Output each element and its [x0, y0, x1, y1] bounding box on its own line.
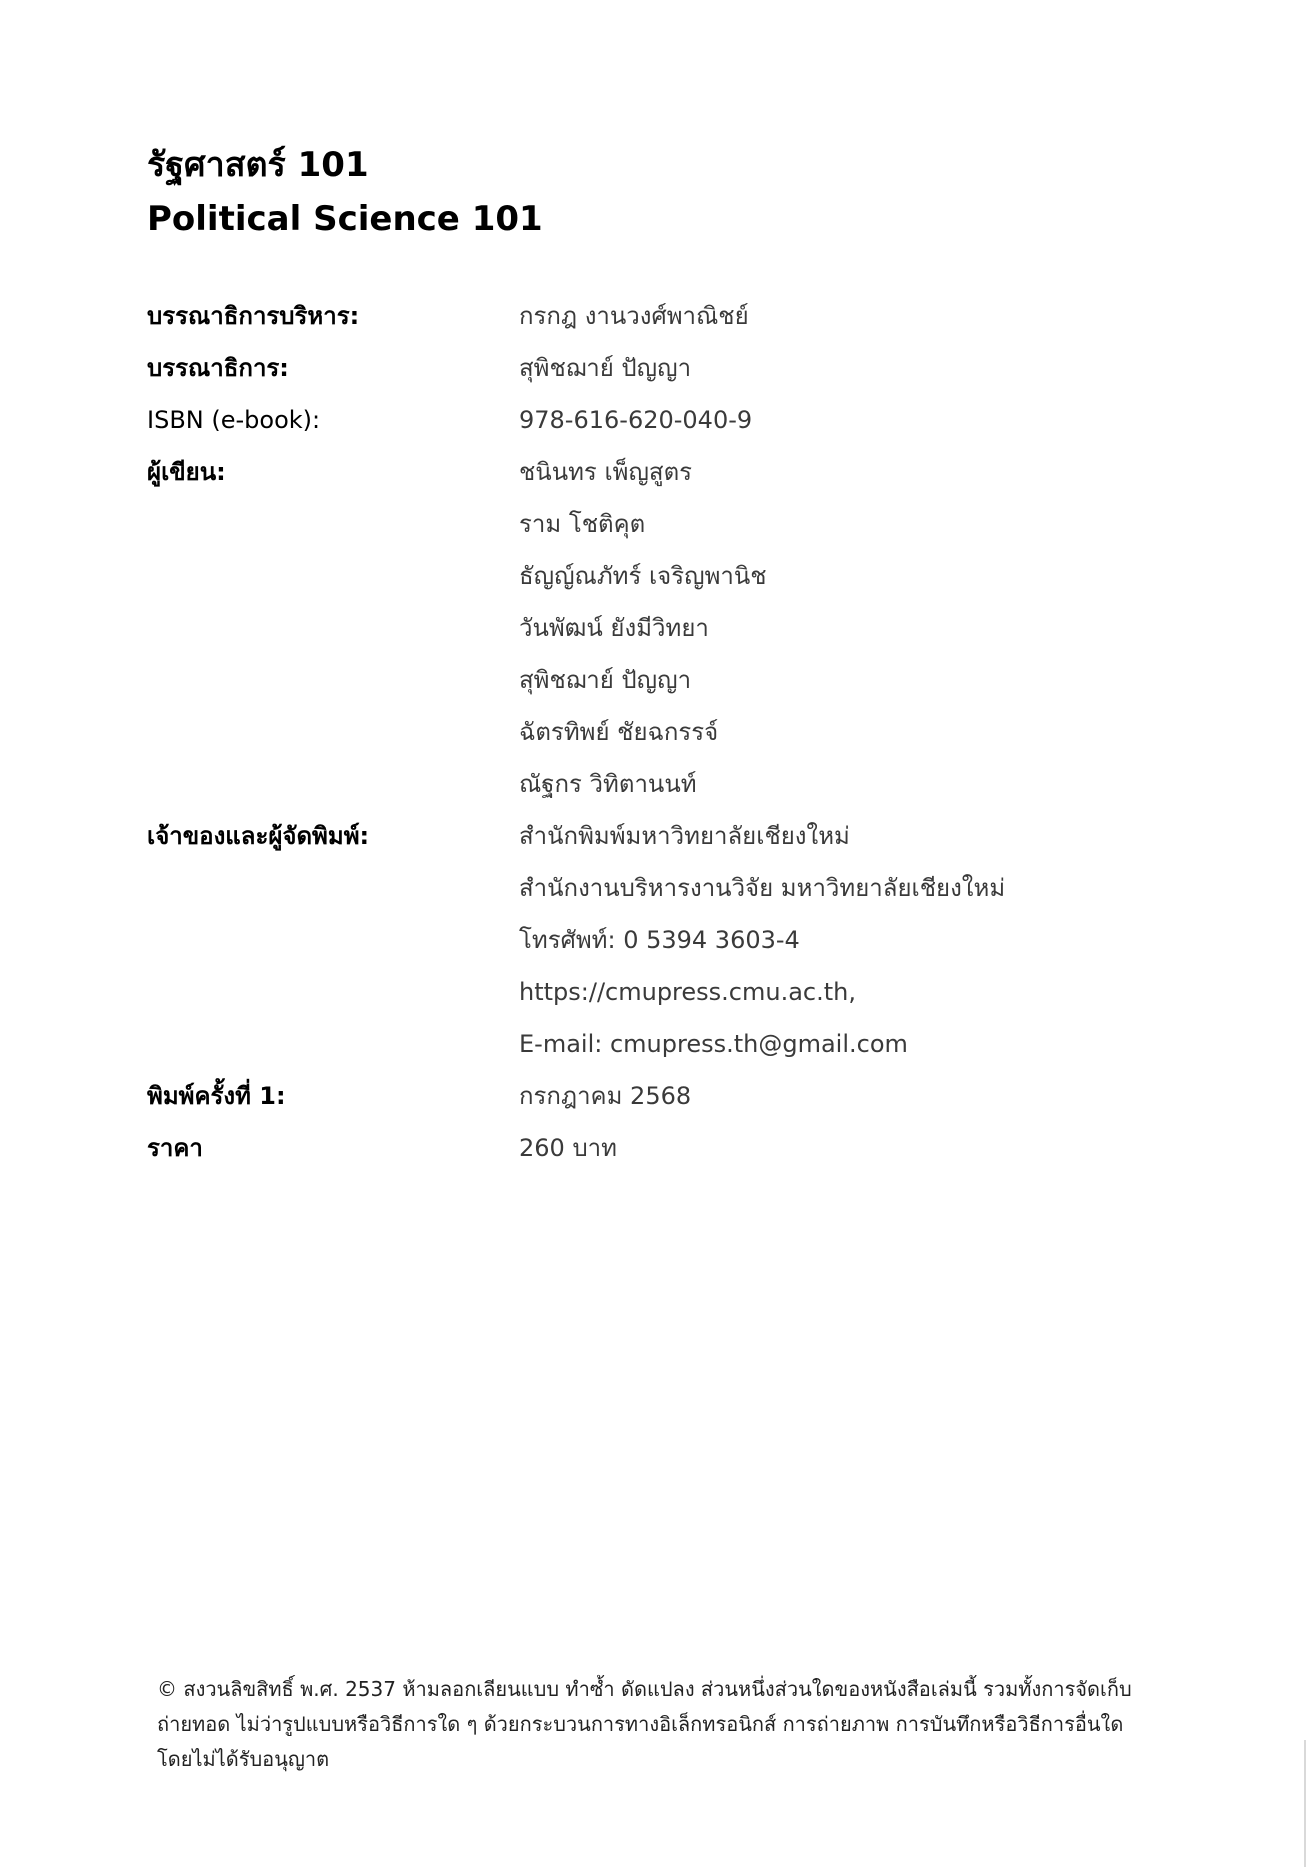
info-values — [519, 342, 1197, 394]
publication-info-table — [147, 290, 1197, 1174]
info-value: 260 บาท — [519, 1134, 617, 1162]
info-value: สุพิชฌาย์ ปัญญา — [519, 666, 692, 694]
info-row — [147, 1122, 1197, 1174]
info-value: โทรศัพท์: 0 5394 3603-4 — [519, 926, 800, 954]
info-row — [147, 810, 1197, 1070]
info-values — [519, 446, 1197, 810]
info-label: พิมพ์ครั้งที่ 1: — [147, 1082, 286, 1110]
info-value: ฉัตรทิพย์ ชัยฉกรรจ์ — [519, 718, 719, 746]
info-row — [147, 342, 1197, 394]
info-value: ณัฐกร วิทิตานนท์ — [519, 770, 697, 798]
info-value: กรกฎ งานวงศ์พาณิชย์ — [519, 302, 749, 330]
info-row — [147, 1070, 1197, 1122]
info-row — [147, 394, 1197, 446]
info-label: เจ้าของและผู้จัดพิมพ์: — [147, 822, 370, 850]
info-value: สำนักงานบริหารงานวิจัย มหาวิทยาลัยเชียงใหม่ — [519, 874, 1006, 902]
info-values — [519, 1122, 1197, 1174]
title-block — [147, 138, 543, 246]
info-row — [147, 446, 1197, 810]
info-label: ราคา — [147, 1134, 203, 1162]
info-values — [519, 810, 1197, 1070]
info-values — [519, 290, 1197, 342]
info-value: สำนักพิมพ์มหาวิทยาลัยเชียงใหม่ — [519, 822, 850, 850]
info-value: สุพิชฌาย์ ปัญญา — [519, 354, 692, 382]
copyright-line: ถ่ายทอด ไม่ว่ารูปแบบหรือวิธีการใด ๆ ด้วยกระบวนการทางอิเล็กทรอนิกส์ การถ่ายภาพ การบันทึกหรือวิธีการอื่นใด — [157, 1712, 1124, 1736]
info-value: วันพัฒน์ ยังมีวิทยา — [519, 614, 709, 642]
info-row — [147, 290, 1197, 342]
copyright-line: โดยไม่ได้รับอนุญาต — [157, 1747, 330, 1771]
title-thai: รัฐศาสตร์ 101 — [147, 145, 369, 185]
info-value: ชนินทร เพ็ญสูตร — [519, 458, 693, 486]
info-label: ผู้เขียน: — [147, 458, 226, 486]
info-values — [519, 1070, 1197, 1122]
info-value: 978-616-620-040-9 — [519, 406, 753, 434]
copyright-line: © สงวนลิขสิทธิ์ พ.ศ. 2537 ห้ามลอกเลียนแบบ ทำซ้ำ ดัดแปลง ส่วนหนึ่งส่วนใดของหนังสือเล่มนี้ รวมทั้งการจัดเก็บ — [157, 1677, 1132, 1701]
info-value: ธัญญ์ณภัทร์ เจริญพานิช — [519, 562, 767, 590]
copyright-notice — [157, 1672, 1157, 1777]
info-value: กรกฎาคม 2568 — [519, 1082, 692, 1110]
info-value: E-mail: cmupress.th@gmail.com — [519, 1030, 908, 1058]
title-english: Political Science 101 — [147, 199, 543, 239]
info-value: https://cmupress.cmu.ac.th, — [519, 978, 856, 1006]
info-value: ราม โชติคุต — [519, 510, 646, 538]
info-label: บรรณาธิการบริหาร: — [147, 302, 360, 330]
info-values — [519, 394, 1197, 446]
info-label: บรรณาธิการ: — [147, 354, 289, 382]
info-label: ISBN (e-book): — [147, 406, 321, 434]
